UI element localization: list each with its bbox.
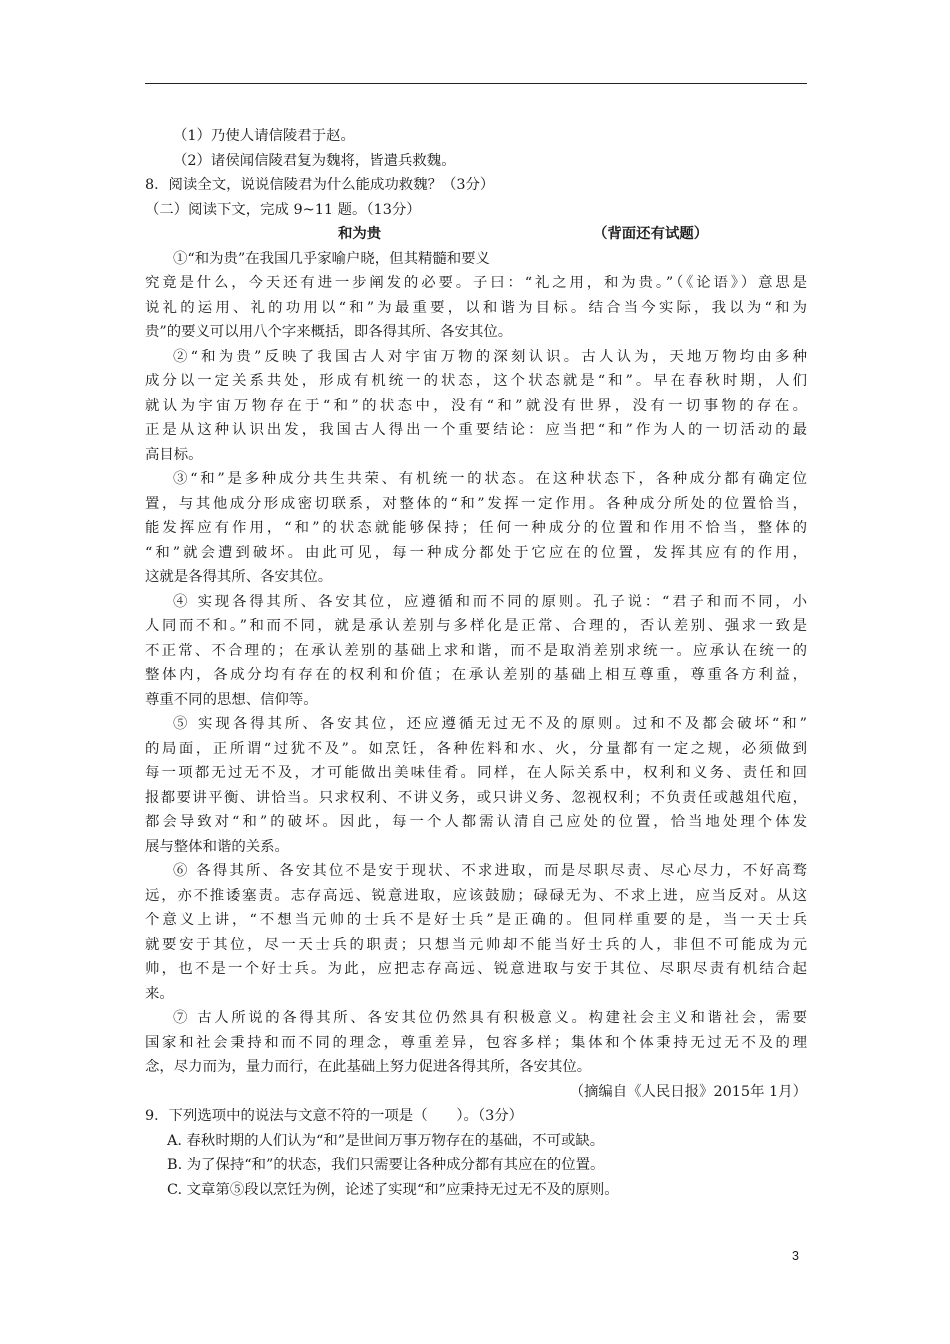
paragraph-line: 置，与其他成分形成密切联系，对整体的“和”发挥一定作用。各种成分所处的位置恰当，: [145, 495, 807, 512]
paragraph-line: 高目标。: [145, 446, 203, 463]
paragraph-line: ⑤ 实现各得其所、各安其位，还应遵循无过无不及的原则。过和不及都会破坏“和”: [173, 716, 807, 732]
question-9-option-a: A. 春秋时期的人们认为“和”是世间万事万物存在的基础，不可或缺。: [167, 1132, 605, 1149]
paragraph-line: 每一项都无过无不及，才可能做出美味佳肴。同样，在人际关系中，权利和义务、责任和回: [145, 765, 807, 781]
question-9-stem: 9．下列选项中的说法与文意不符的一项是（ ）。（3分）: [145, 1108, 524, 1124]
question-9-option-b: B. 为了保持“和”的状态，我们只需要让各种成分都有其应在的位置。: [167, 1157, 605, 1173]
section-2-heading: （二）阅读下文，完成 9~11 题。（13分）: [145, 201, 421, 218]
paragraph-line: ②“和为贵”反映了我国古人对宇宙万物的深刻认识。古人认为，天地万物均由多种: [173, 348, 807, 365]
header-rule: [145, 83, 807, 84]
paragraph-line: ④ 实现各得其所、各安其位，应遵循和而不同的原则。孔子说：“君子和而不同，小: [173, 593, 807, 610]
paragraph-line: 能发挥应有作用，“和”的状态就能够保持；任何一种成分的位置和作用不恰当，整体的: [145, 520, 807, 536]
paragraph-3: [145, 467, 807, 590]
paragraph-line: 远，亦不推诿塞责。志存高远、锐意进取，应该鼓励；碌碌无为、不求上进，应当反对。从这: [145, 887, 807, 904]
article-source: （摘编自《人民日报》2015年 1月）: [569, 1083, 807, 1100]
paragraph-line: “和”就会遭到破坏。由此可见，每一种成分都处于它应在的位置，发挥其应有的作用，: [145, 544, 807, 561]
paragraph-line: 说礼的运用、礼的功用以“和”为最重要，以和谐为目标。结合当今实际，我以为“和为: [145, 299, 807, 316]
paragraph-line: 都会导致对“和”的破坏。因此，每一个人都需认清自己应处的位置，恰当地处理个体发: [145, 814, 807, 830]
paragraph-line: 整体内，各成分均有存在的权利和价值；在承认差别的基础上相互尊重，尊重各方利益，: [145, 667, 807, 683]
continued-note: （背面还有试题）: [593, 226, 709, 242]
paragraph-line: 帅，也不是一个好士兵。为此，应把志存高远、锐意进取与安于其位、尽职尽责有机结合起: [145, 961, 807, 977]
paragraph-line: 就认为宇宙万物存在于“和”的状态中，没有“和”就没有世界，没有一切事物的存在。: [145, 397, 807, 414]
paragraph-line: 成分以一定关系共处，形成有机统一的状态，这个状态就是“和”。早在春秋时期，人们: [145, 373, 807, 389]
paragraph-line: 尊重不同的思想、信仰等。: [145, 691, 318, 708]
paragraph-line: ③“和”是多种成分共生共荣、有机统一的状态。在这种状态下，各种成分都有确定位: [173, 471, 807, 487]
paragraph-line: ①“和为贵”在我国几乎家喻户晓，但其精髓和要义: [173, 250, 490, 267]
paragraph-4: [145, 590, 807, 713]
paragraph-2: [145, 345, 807, 468]
paragraph-line: 的局面，正所谓“过犹不及”。如烹饪，各种佐料和水、火，分量都有一定之规，必须做到: [145, 740, 807, 757]
article-title-row: [145, 222, 807, 247]
answer-line-2: （2）诸侯闻信陵君复为魏将，皆遣兵救魏。: [173, 152, 456, 169]
paragraph-line: 人同而不和。”和而不同，就是承认差别与多样化是正常、合理的，否认差别、强求一致是: [145, 618, 807, 634]
paragraph-line: 国家和社会秉持和而不同的理念，尊重差异，包容多样；集体和个体秉持无过无不及的理: [145, 1034, 807, 1051]
paragraph-1: [145, 247, 807, 345]
paragraph-6: [145, 859, 807, 1006]
paragraph-line: ⑥ 各得其所、各安其位不是安于现状、不求进取，而是尽职尽责、尽心尽力，不好高骛: [173, 863, 807, 879]
page-content: [145, 124, 807, 1202]
paragraph-7: [145, 1006, 807, 1080]
paragraph-line: 不正常、不合理的；在承认差别的基础上求和谐，而不是取消差别求统一。应承认在统一的: [145, 642, 807, 659]
paragraph-line: 报都要讲平衡、讲恰当。只求权利、不讲义务，或只讲义务、忽视权利；不负责任或越俎代庖，: [145, 789, 807, 806]
paragraph-line: 贵”的要义可以用八个字来概括，即各得其所、各安其位。: [145, 324, 513, 340]
paragraph-line: 个意义上讲，“不想当元帅的士兵不是好士兵”是正确的。但同样重要的是，当一天士兵: [145, 912, 807, 928]
page-number: 3: [792, 1249, 799, 1263]
paragraph-line: 念，尽力而为，量力而行，在此基础上努力促进各得其所，各安其位。: [145, 1059, 592, 1075]
paragraph-line: 正是从这种认识出发，我国古人得出一个重要结论：应当把“和”作为人的一切活动的最: [145, 422, 807, 438]
paragraph-line: 究竟是什么，今天还有进一步阐发的必要。子曰：“礼之用，和为贵。”（《论语》）意思是: [145, 275, 807, 291]
paragraph-5: [145, 712, 807, 859]
article-title: 和为贵: [338, 226, 382, 242]
question-8: 8．阅读全文，说说信陵君为什么能成功救魏？（3分）: [145, 177, 495, 193]
paragraph-line: 来。: [145, 985, 174, 1002]
paragraph-line: ⑦ 古人所说的各得其所、各安其位仍然具有积极意义。构建社会主义和谐社会，需要: [173, 1010, 807, 1026]
paragraph-line: 就要安于其位，尽一天士兵的职责；只想当元帅却不能当好士兵的人，非但不可能成为元: [145, 936, 807, 953]
paragraph-line: 展与整体和谐的关系。: [145, 838, 289, 855]
answer-line-1: （1）乃使人请信陵君于赵。: [173, 128, 355, 144]
question-9-option-c: C. 文章第⑤段以烹饪为例，论述了实现“和”应秉持无过无不及的原则。: [167, 1181, 619, 1198]
paragraph-line: 这就是各得其所、各安其位。: [145, 569, 333, 585]
